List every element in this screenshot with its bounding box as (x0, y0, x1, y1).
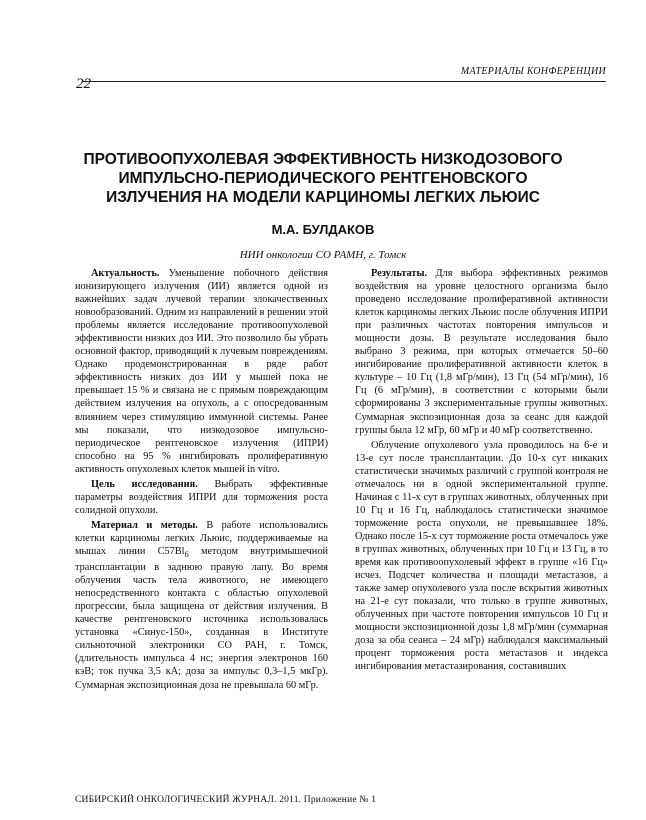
affiliation: НИИ онкологии СО РАМН, г. Томск (239, 249, 407, 261)
subscript: 6 (184, 549, 189, 560)
paragraph-text: В работе использовались клетки карциномы легких Льюис, поддерживаемые на мышах линии C57Bl (75, 519, 328, 557)
title-line: ИМПУЛЬСНО-ПЕРИОДИЧЕСКОГО РЕНТГЕНОВСКОГО (118, 170, 528, 187)
paragraph-lead: Результаты. (371, 268, 428, 279)
paragraph-methods (75, 519, 328, 692)
paragraph-text: Облучение опухолевого узла проводилось на 6-е и 13-е сут после трансплантации. До 10-х сут никаких статистически значимых различий с группой контроля не отмечалось ни в одной экспериментальной группе. Начиная с 11-х сут в группах животных, облученных при 10 Гц и 16 Гц, наблюдалось статистически значимое торможение роста опухоли, не превышавшее 18%. Однако после 15-х сут торможение роста отмечалось уже в группах животных, облученных при 10 Гц и 13 Гц, в то время как противоопухолевый эффект в группе «16 Гц» исчез. Подсчет количества и площади метастазов, а также замер опухолевого узла после вскрытия животных на 21-е сут показали, что только в группе животных, облученных при частоте повторения импульсов 10 Гц и мощности экспозиционной дозы 1,8 мГр/мин (суммарная доза за оба сеанса – 24 мГр) наблюдался максимальный процент торможения роста метастазов и индекса ингибирования метастазирования, составивших (355, 439, 608, 673)
paragraph-text: Выбрать эффективные параметры воздействия ИПРИ для торможения роста солидной опухоли. (75, 478, 328, 516)
header-rule (82, 81, 606, 82)
page-number: 22 (76, 76, 91, 92)
right-column (355, 267, 608, 675)
author: М.А. БУЛДАКОВ (271, 222, 375, 237)
running-header: МАТЕРИАЛЫ КОНФЕРЕНЦИИ (460, 66, 606, 77)
journal-footer: СИБИРСКИЙ ОНКОЛОГИЧЕСКИЙ ЖУРНАЛ. 2011. Приложение № 1 (75, 795, 377, 805)
paragraph-lead: Материал и методы. (91, 519, 198, 531)
paragraph-text: Для выбора эффективных режимов воздействия на уровне целостного организма было проведено исследование пролиферативной активности клеток карциномы легких Льюис после облучения ИПРИ при различных частотах повторения импульсов и мощности дозы. В результате исследования было выбрано 3 режима, при которых отмечается 50–60 ингибирование пролиферативной активности клеток в культуре – 10 Гц (1,8 мГр/мин), 13 Гц (54 мГр/мин), 16 Гц (6 мГр/мин), в соответствии с которыми были сформированы 3 экспериментальные группы животных. Суммарная экспозиционная доза за сеанс для каждой группы была 12 мГр, 60 мГр и 40 мГр соответственно. (355, 268, 608, 436)
title-line: ПРОТИВООПУХОЛЕВАЯ ЭФФЕКТИВНОСТЬ НИЗКОДОЗОВОГО (83, 151, 563, 168)
left-column (75, 267, 328, 694)
paragraph-lead: Актуальность. (91, 268, 160, 279)
paragraph-relevance (75, 267, 328, 476)
paragraph-results (355, 267, 608, 437)
article-title (40, 150, 606, 207)
paragraph-aim (75, 478, 328, 517)
paragraph-results-continued (355, 439, 608, 674)
paragraph-text: Уменьшение побочного действия ионизирующего излучения (ИИ) является одной из важнейших задач лучевой терапии злокачественных новообразований. Одним из направлений в решении этой проблемы является исследование противоопухолевой эффективности низких доз ИИ. Это позволило бы убрать основной фактор, приводящий к лучевым повреждениям. Однако продемонстрированная в ряде работ эффективность низких доз ИИ у мышей пока не превышает 15 % и связана не с прямым повреждающим действием излучения на опухоль, а с опосредованным влиянием через стимуляцию иммунной системы. Ранее мы показали, что низкодозовое импульсно-периодическое рентгеновское излучения (ИПРИ) способно на 95 % ингибировать пролиферативную активность опухолевых клеток мышей in vitro. (75, 268, 328, 475)
paragraph-text: методом внутримышечной трансплантации в заднюю правую лапу. Во время облучения часть тела животного, не имеющего непосредственного контакта с областью опухолевой прогрессии, была защищена от действия излучения. В качестве рентгеновского источника использовалась установка «Синус-150», созданная в Институте сильноточной электроники СО РАН, г. Томск, (длительность импульса 4 нс; энергия электронов 160 кэВ; ток пучка 3,5 кА; доза за импульс 0,3–1,5 мкГр). Суммарная экспозиционная доза не превышала 60 мГр. (75, 545, 328, 691)
title-line: ИЗЛУЧЕНИЯ НА МОДЕЛИ КАРЦИНОМЫ ЛЕГКИХ ЛЬЮИС (106, 189, 540, 206)
paragraph-lead: Цель исследования. (91, 478, 198, 490)
